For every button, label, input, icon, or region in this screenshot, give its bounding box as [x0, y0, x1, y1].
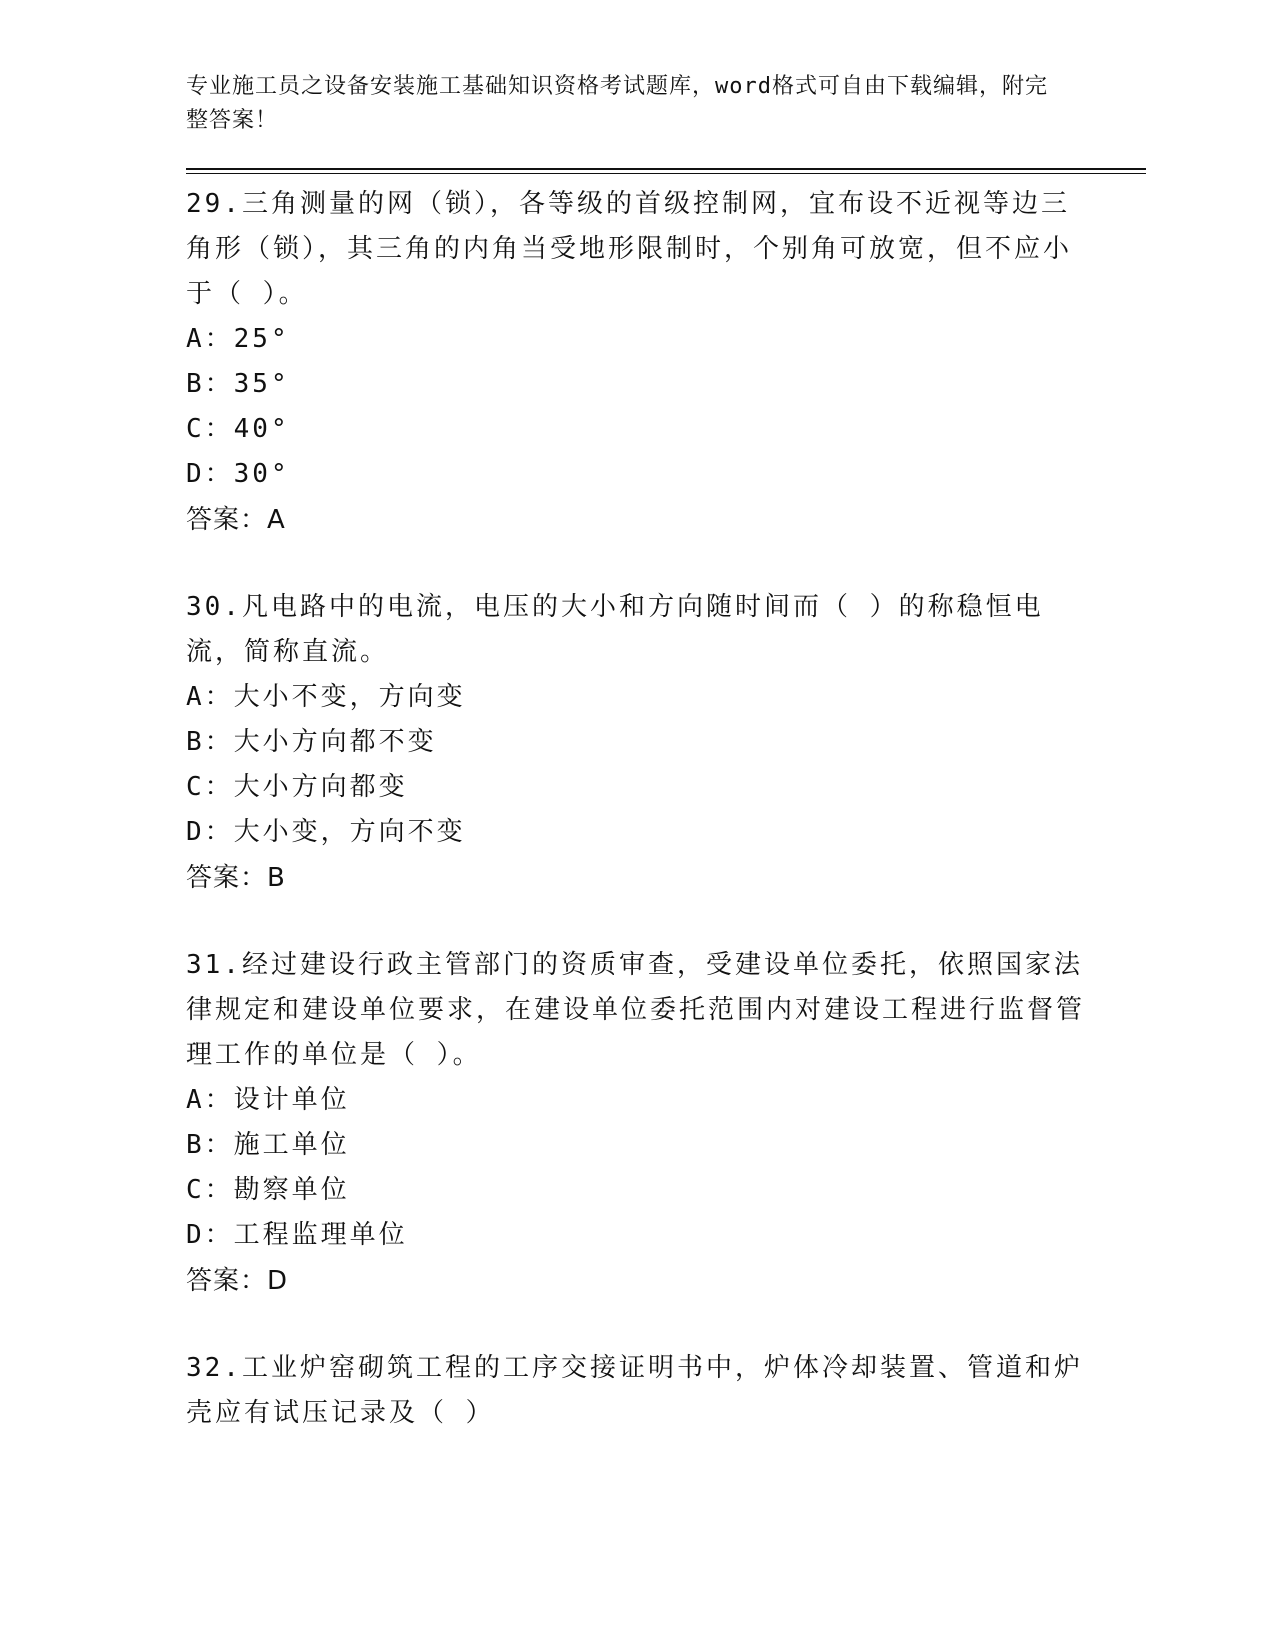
option-c: C：勘察单位 — [186, 1175, 350, 1205]
header-divider — [186, 168, 1146, 174]
question-text: 30.凡电路中的电流，电压的大小和方向随时间而（ ）的称稳恒电流，简称直流。 — [186, 592, 1044, 667]
answer — [186, 497, 1146, 543]
question-list — [186, 182, 1146, 1436]
option-d: D：30° — [186, 459, 290, 489]
answer-label: 答案： — [186, 863, 268, 893]
document-header: 专业施工员之设备安装施工基础知识资格考试题库，word格式可自由下载编辑，附完整答案！ — [186, 74, 1048, 133]
question-text: 29.三角测量的网（锁），各等级的首级控制网，宜布设不近视等边三角形（锁），其三角的内角当受地形限制时，个别角可放宽，但不应小于（ ）。 — [186, 189, 1073, 309]
option-a: A：大小不变，方向变 — [186, 682, 466, 712]
option-b: B：大小方向都不变 — [186, 727, 437, 757]
document-page — [186, 70, 1146, 1478]
option-d: D：大小变，方向不变 — [186, 817, 466, 847]
answer-label: 答案： — [186, 505, 268, 535]
option-c: C：40° — [186, 414, 290, 444]
answer-label: 答案： — [186, 1266, 268, 1296]
question-29 — [186, 182, 1146, 543]
question-32 — [186, 1346, 1146, 1436]
option-d: D：工程监理单位 — [186, 1220, 408, 1250]
answer-value: B — [267, 863, 285, 893]
option-c: C：大小方向都变 — [186, 772, 408, 802]
option-b: B：施工单位 — [186, 1130, 350, 1160]
answer-value: A — [267, 505, 285, 535]
answer — [186, 855, 1146, 901]
question-text: 32.工业炉窑砌筑工程的工序交接证明书中，炉体冷却装置、管道和炉壳应有试压记录及（ ） — [186, 1353, 1083, 1428]
question-text: 31.经过建设行政主管部门的资质审查，受建设单位委托，依照国家法律规定和建设单位要求，在建设单位委托范围内对建设工程进行监督管理工作的单位是（ ）。 — [186, 950, 1086, 1070]
question-30 — [186, 585, 1146, 901]
option-b: B：35° — [186, 369, 290, 399]
question-31 — [186, 943, 1146, 1304]
answer — [186, 1258, 1146, 1304]
answer-value: D — [267, 1266, 288, 1296]
option-a: A：25° — [186, 324, 290, 354]
option-a: A：设计单位 — [186, 1085, 350, 1115]
